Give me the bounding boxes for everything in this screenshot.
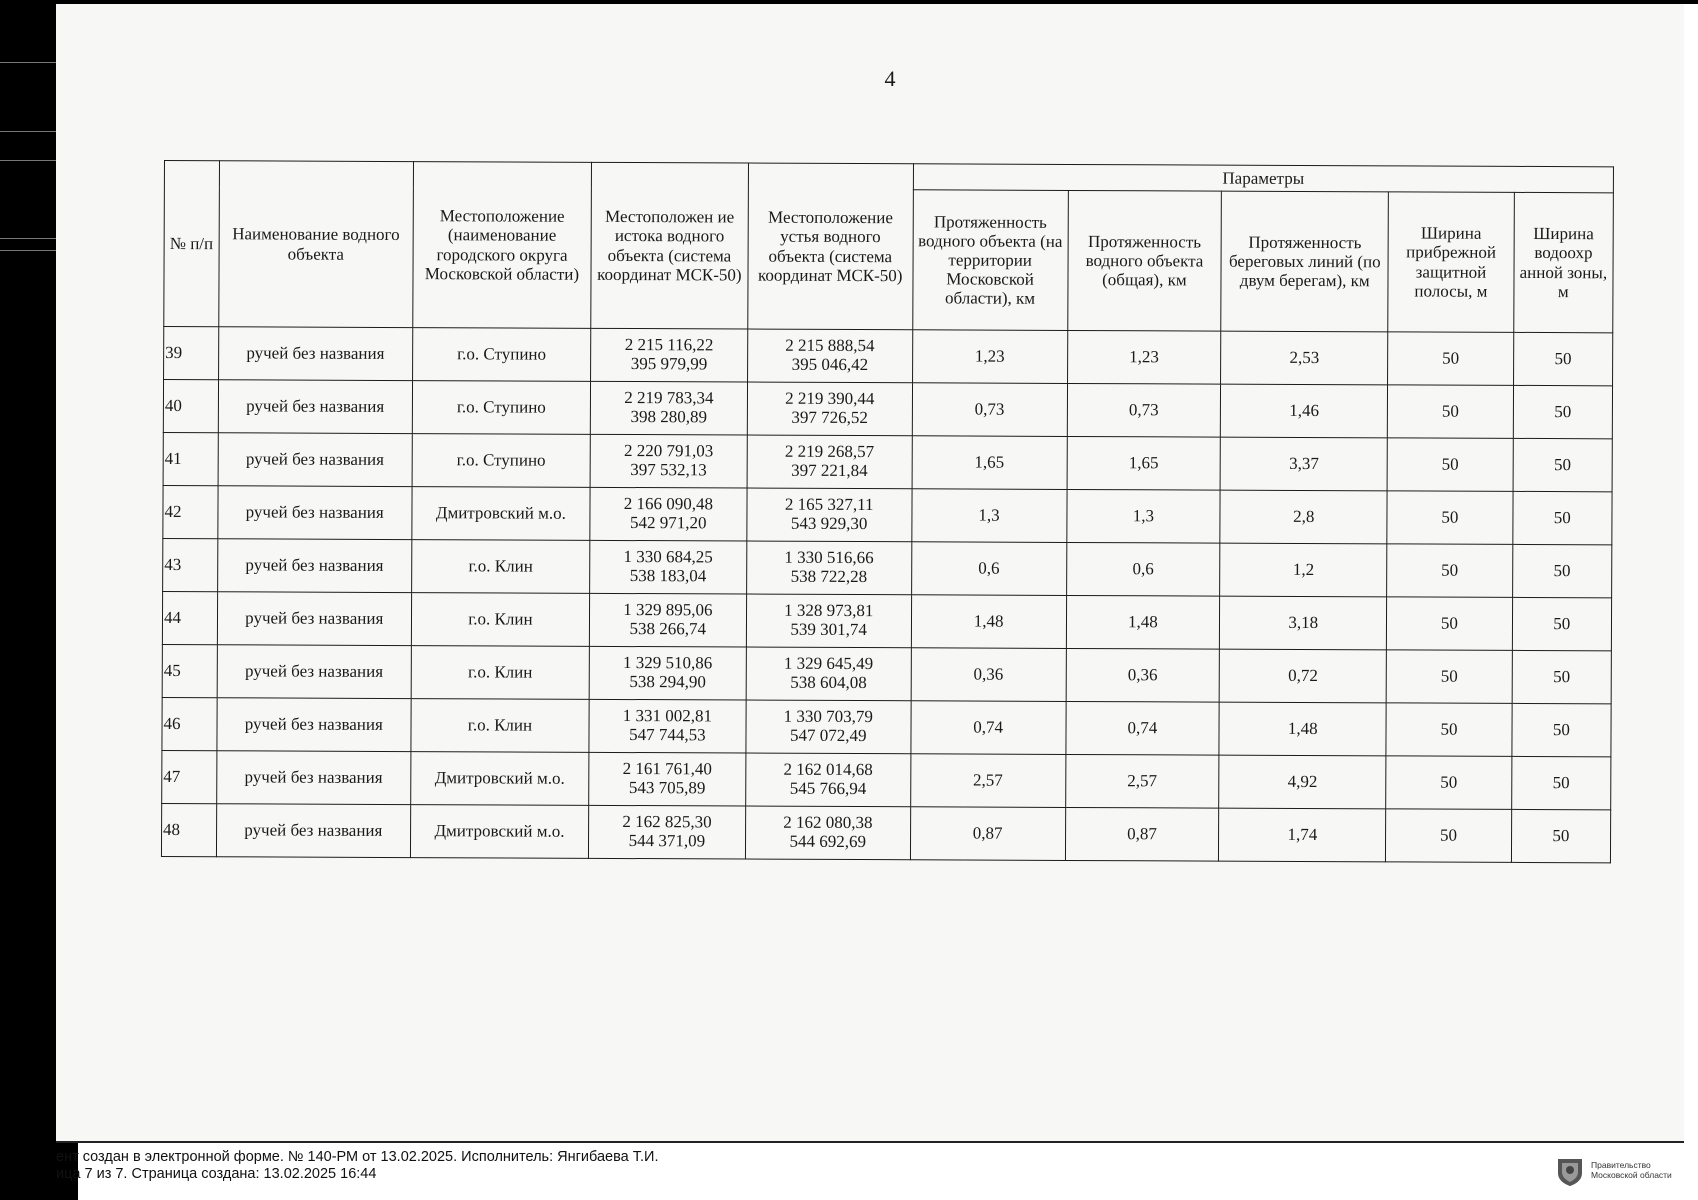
cell-mouth-coords-line-1: 1 330 516,66	[784, 548, 874, 568]
cell-mouth-coords-line-1: 1 328 973,81	[784, 601, 874, 621]
cell-mouth-coords-line-1: 2 162 014,68	[783, 760, 873, 780]
header-source: Местоположен ие истока водного объекта (система координат МСК-50)	[591, 162, 749, 329]
cell-source-coords-line-2: 538 266,74	[629, 619, 707, 639]
table-row	[164, 327, 1613, 386]
cell-source-coords-line-1: 1 329 895,06	[623, 600, 713, 620]
cell-location: г.о. Ступино	[412, 434, 590, 488]
header-length-region: Протяженность водного объекта (на территории Московской области), км	[912, 190, 1067, 331]
cell-mouth-coords	[747, 382, 912, 436]
cell-num: 46	[162, 697, 217, 750]
table-row	[163, 485, 1612, 544]
cell-source-coords-line-2: 395 979,99	[630, 354, 708, 374]
cell-num: 43	[163, 538, 218, 591]
cell-protection-zone: 50	[1513, 491, 1613, 544]
cell-protection-zone: 50	[1512, 650, 1612, 703]
table-row	[161, 803, 1610, 862]
cell-mouth-coords-line-2: 539 301,74	[790, 619, 867, 640]
cell-mouth-coords	[746, 594, 911, 648]
cell-length-region: 0,73	[912, 383, 1067, 437]
cell-location: Дмитровский м.о.	[410, 805, 588, 859]
cell-source-coords	[590, 540, 747, 594]
logo-line-2: Московской области	[1591, 1170, 1672, 1180]
cell-name: ручей без названия	[218, 433, 412, 487]
cell-coastal-strip: 50	[1387, 597, 1513, 651]
cell-protection-zone: 50	[1512, 544, 1612, 597]
cell-length-region: 2,57	[910, 754, 1065, 808]
table-row	[163, 432, 1612, 491]
cell-source-coords-line-1: 1 331 002,81	[622, 706, 713, 726]
cell-length-region: 0,6	[911, 542, 1066, 596]
cell-protection-zone: 50	[1512, 597, 1612, 650]
cell-num: 47	[162, 750, 217, 803]
cell-length-total: 2,57	[1065, 754, 1219, 808]
cell-coastal-strip: 50	[1388, 332, 1514, 386]
cell-source-coords	[590, 381, 747, 435]
table-row	[163, 380, 1612, 439]
cell-length-region: 1,3	[912, 489, 1067, 543]
header-shore-length: Протяженность береговых линий (по двум берегам), км	[1221, 191, 1389, 332]
cell-length-region: 1,65	[912, 436, 1067, 490]
cell-source-coords-line-2: 544 371,09	[628, 831, 706, 851]
scan-border-top	[78, 0, 1698, 4]
logo-line-1: Правительство	[1591, 1160, 1651, 1170]
cell-location: Дмитровский м.о.	[412, 487, 590, 541]
cell-num: 48	[161, 803, 216, 856]
cell-source-coords-line-2: 538 294,90	[629, 672, 706, 692]
table-body	[161, 327, 1612, 863]
header-parameters: Параметры	[913, 164, 1613, 193]
table-row	[162, 750, 1611, 809]
cell-name: ручей без названия	[216, 751, 410, 805]
cell-length-total: 1,48	[1066, 595, 1220, 649]
cell-source-coords-line-2: 397 532,13	[630, 460, 707, 480]
header-num: № п/п	[164, 161, 219, 327]
cell-source-coords	[590, 434, 747, 488]
cell-num: 39	[164, 327, 219, 380]
cell-shore-length: 2,53	[1221, 331, 1388, 385]
cell-mouth-coords-line-2: 545 766,94	[789, 778, 867, 799]
table-row	[162, 644, 1611, 703]
cell-source-coords-line-1: 2 220 791,03	[623, 441, 714, 461]
page-number: 4	[884, 66, 896, 91]
cell-protection-zone: 50	[1513, 438, 1613, 491]
cell-mouth-coords	[747, 435, 912, 489]
coat-of-arms-icon	[1556, 1157, 1584, 1187]
cell-name: ручей без названия	[217, 592, 411, 646]
cell-source-coords-line-1: 2 166 090,48	[623, 494, 714, 514]
cell-source-coords	[590, 487, 747, 541]
cell-name: ручей без названия	[217, 645, 411, 699]
cell-location: г.о. Клин	[412, 540, 590, 594]
cell-name: ручей без названия	[217, 698, 411, 752]
cell-source-coords	[589, 646, 746, 700]
cell-mouth-coords-line-1: 2 219 390,44	[785, 389, 875, 409]
cell-num: 42	[163, 485, 218, 538]
cell-protection-zone: 50	[1512, 703, 1612, 756]
cell-shore-length: 3,18	[1220, 596, 1387, 650]
cell-mouth-coords	[746, 700, 911, 754]
footer-divider	[56, 1141, 1684, 1143]
cell-length-total: 0,74	[1065, 701, 1219, 755]
government-logo	[1556, 1154, 1686, 1190]
cell-protection-zone: 50	[1513, 385, 1613, 438]
cell-protection-zone: 50	[1511, 756, 1611, 809]
cell-length-region: 0,74	[911, 701, 1066, 755]
cell-mouth-coords-line-1: 2 219 268,57	[784, 442, 875, 462]
cell-length-total: 1,65	[1067, 436, 1221, 490]
cell-length-total: 0,36	[1066, 648, 1220, 702]
cell-shore-length: 1,46	[1221, 384, 1388, 438]
header-coastal-strip: Ширина прибрежной защитной полосы, м	[1388, 192, 1514, 333]
cell-mouth-coords-line-2: 543 929,30	[790, 513, 868, 534]
cell-mouth-coords-line-2: 538 722,28	[790, 566, 868, 587]
cell-mouth-coords-line-2: 397 221,84	[791, 460, 868, 481]
cell-mouth-coords	[747, 488, 912, 542]
cell-length-total: 1,3	[1066, 489, 1220, 543]
header-name: Наименование водного объекта	[218, 161, 413, 328]
cell-shore-length: 3,37	[1220, 437, 1387, 491]
cell-source-coords-line-1: 2 162 825,30	[622, 812, 712, 832]
cell-mouth-coords	[745, 753, 910, 807]
table-row	[163, 538, 1612, 597]
cell-length-total: 0,6	[1066, 542, 1220, 596]
table-header	[164, 161, 1614, 333]
cell-mouth-coords	[745, 806, 910, 860]
cell-mouth-coords-line-2: 544 692,69	[789, 831, 867, 852]
cell-coastal-strip: 50	[1386, 650, 1512, 704]
cell-name: ручей без названия	[217, 486, 411, 540]
cell-location: г.о. Клин	[411, 646, 589, 700]
cell-source-coords	[589, 752, 746, 806]
cell-source-coords-line-1: 1 330 684,25	[623, 547, 713, 567]
header-mouth: Местоположение устья водного объекта (система координат МСК-50)	[748, 163, 914, 330]
cell-source-coords	[591, 328, 748, 382]
footer-line-page: ица 7 из 7. Страница создана: 13.02.2025 16:44	[56, 1166, 377, 1182]
cell-mouth-coords-line-1: 1 330 703,79	[783, 707, 873, 727]
cell-coastal-strip: 50	[1386, 703, 1512, 757]
cell-source-coords-line-1: 1 329 510,86	[623, 653, 713, 673]
cell-num: 40	[163, 380, 218, 433]
cell-source-coords	[589, 699, 746, 753]
cell-num: 45	[162, 644, 217, 697]
water-objects-table	[161, 160, 1614, 863]
cell-mouth-coords-line-2: 395 046,42	[791, 354, 869, 375]
cell-source-coords-line-2: 542 971,20	[630, 513, 707, 533]
cell-name: ручей без названия	[216, 804, 410, 858]
cell-location: Дмитровский м.о.	[411, 752, 589, 806]
cell-name: ручей без названия	[218, 327, 412, 381]
cell-coastal-strip: 50	[1387, 491, 1513, 545]
cell-source-coords	[588, 805, 745, 859]
cell-protection-zone: 50	[1513, 332, 1613, 385]
cell-mouth-coords	[746, 541, 911, 595]
cell-name: ручей без названия	[217, 539, 411, 593]
cell-location: г.о. Ступино	[412, 328, 590, 382]
cell-source-coords-line-1: 2 219 783,34	[624, 388, 714, 408]
footer-line-document: ент создан в электронной форме. № 140-РМ от 13.02.2025. Исполнитель: Янгибаева Т.И.	[56, 1149, 659, 1165]
cell-coastal-strip: 50	[1386, 756, 1512, 810]
cell-mouth-coords	[746, 647, 911, 701]
cell-mouth-coords-line-2: 547 072,49	[789, 725, 867, 746]
header-length-total: Протяженность водного объекта (общая), км	[1067, 190, 1221, 331]
cell-length-total: 1,23	[1067, 330, 1221, 384]
document-footer	[56, 1149, 658, 1183]
cell-location: г.о. Ступино	[412, 381, 590, 435]
cell-protection-zone: 50	[1511, 809, 1611, 862]
cell-source-coords-line-1: 2 161 761,40	[622, 759, 712, 779]
table-row	[162, 697, 1611, 756]
cell-shore-length: 1,74	[1219, 808, 1386, 862]
cell-length-region: 0,36	[911, 648, 1066, 702]
cell-mouth-coords-line-1: 2 165 327,11	[784, 495, 874, 515]
cell-location: г.о. Клин	[411, 593, 589, 647]
cell-shore-length: 4,92	[1219, 755, 1386, 809]
cell-num: 44	[162, 591, 217, 644]
cell-source-coords-line-2: 538 183,04	[629, 566, 707, 586]
cell-num: 41	[163, 432, 218, 485]
header-location: Местоположение (наименование городского округа Московской области)	[413, 162, 592, 329]
cell-mouth-coords	[747, 329, 912, 383]
cell-shore-length: 1,48	[1219, 702, 1386, 756]
cell-shore-length: 1,2	[1220, 543, 1387, 597]
cell-coastal-strip: 50	[1387, 438, 1513, 492]
cell-source-coords-line-2: 398 280,89	[630, 407, 708, 427]
cell-coastal-strip: 50	[1387, 544, 1513, 598]
cell-mouth-coords-line-2: 538 604,08	[790, 672, 867, 693]
cell-coastal-strip: 50	[1388, 385, 1514, 439]
cell-source-coords-line-2: 543 705,89	[628, 778, 706, 798]
cell-length-region: 1,48	[911, 595, 1066, 649]
cell-name: ручей без названия	[218, 380, 412, 434]
cell-mouth-coords-line-1: 2 162 080,38	[783, 813, 873, 833]
cell-shore-length: 0,72	[1219, 649, 1386, 703]
header-protection-zone: Ширина водоохр анной зоны, м	[1513, 192, 1613, 332]
cell-source-coords-line-1: 2 215 116,22	[624, 335, 714, 355]
cell-length-region: 0,87	[910, 807, 1065, 861]
cell-location: г.о. Клин	[411, 699, 589, 753]
cell-source-coords-line-2: 547 744,53	[629, 725, 706, 745]
cell-source-coords	[589, 593, 746, 647]
cell-coastal-strip: 50	[1386, 809, 1512, 863]
cell-mouth-coords-line-2: 397 726,52	[791, 407, 868, 428]
cell-shore-length: 2,8	[1220, 490, 1387, 544]
cell-mouth-coords-line-1: 2 215 888,54	[785, 336, 875, 356]
table-row	[162, 591, 1611, 650]
cell-length-region: 1,23	[912, 330, 1067, 384]
cell-length-total: 0,87	[1065, 807, 1219, 861]
cell-mouth-coords-line-1: 1 329 645,49	[783, 654, 874, 674]
cell-length-total: 0,73	[1067, 383, 1221, 437]
